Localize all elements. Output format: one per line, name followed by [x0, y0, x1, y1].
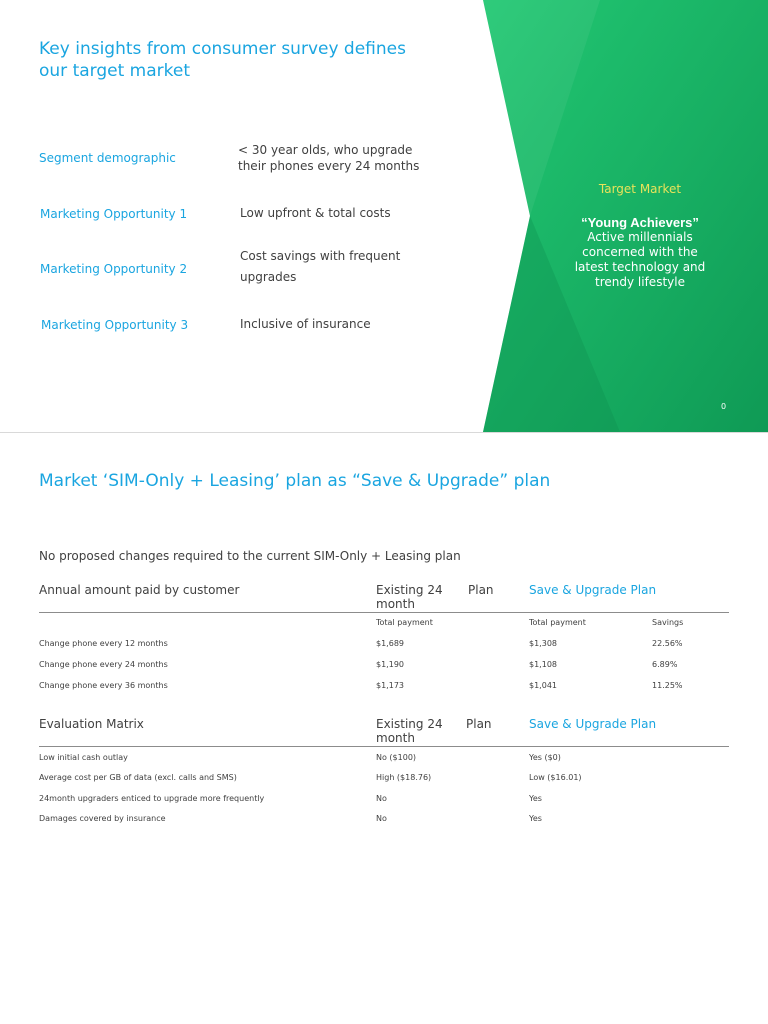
table1-subheader-savings: Savings — [652, 618, 684, 627]
opportunity-2-label: Marketing Opportunity 2 — [40, 262, 188, 276]
opportunity-2-value: Cost savings with frequent upgrades — [240, 249, 401, 284]
row-label: Low initial cash outlay — [39, 753, 128, 762]
row-label: 24month upgraders enticed to upgrade more frequently — [39, 794, 265, 803]
save-total: $1,041 — [529, 681, 557, 690]
existing-value: No — [376, 814, 387, 823]
table2-header-existing — [376, 717, 443, 745]
segment-demographic-label: Segment demographic — [39, 151, 176, 165]
table1-subheader-total: Total payment — [529, 618, 586, 627]
existing-value: High ($18.76) — [376, 773, 432, 782]
slide2-subtitle: No proposed changes required to the current SIM-Only + Leasing plan — [39, 549, 461, 563]
slide2-title: Market ‘SIM-Only + Leasing’ plan as “Save & Upgrade” plan — [39, 471, 551, 491]
target-market-heading: Target Market — [598, 182, 682, 196]
slide-target-market — [0, 0, 768, 432]
table2-header-label: Evaluation Matrix — [39, 717, 144, 731]
existing-value: No — [376, 794, 387, 803]
segment-demographic-value: < 30 year olds, who upgrade their phones every 24 months — [238, 143, 420, 173]
save-value: Yes — [529, 814, 542, 823]
target-desc-line: concerned with the — [582, 245, 698, 259]
opportunity-3-label: Marketing Opportunity 3 — [41, 318, 189, 332]
save-value: Yes ($0) — [529, 753, 561, 762]
save-value: Low ($16.01) — [529, 773, 582, 782]
slide-save-upgrade-plan — [0, 433, 768, 1024]
save-total: $1,108 — [529, 660, 557, 669]
existing-total: $1,173 — [376, 681, 404, 690]
table2-header-save: Save & Upgrade Plan — [529, 717, 657, 731]
page-number: 0 — [721, 402, 727, 411]
target-desc-line: trendy lifestyle — [595, 275, 685, 289]
existing-total: $1,190 — [376, 660, 404, 669]
opportunity-3-value: Inclusive of insurance — [240, 317, 371, 331]
table1-header-rule — [39, 612, 729, 613]
existing-total: $1,689 — [376, 639, 404, 648]
row-label: Damages covered by insurance — [39, 814, 166, 823]
row-label: Change phone every 24 months — [39, 660, 168, 669]
table1-header-existing — [376, 583, 443, 611]
table2-header-rule — [39, 746, 729, 747]
row-label: Change phone every 12 months — [39, 639, 168, 648]
target-segment-name: “Young Achievers” — [581, 215, 699, 230]
existing-value: No ($100) — [376, 753, 417, 762]
save-total: $1,308 — [529, 639, 557, 648]
table2-header-plan: Plan — [466, 717, 492, 731]
table1-header-save: Save & Upgrade Plan — [529, 583, 657, 597]
row-label: Change phone every 36 months — [39, 681, 168, 690]
target-desc-line: latest technology and — [574, 260, 706, 274]
table1-header-plan: Plan — [468, 583, 494, 597]
table1-header-existing-line2: month — [376, 597, 415, 611]
slide1-title: Key insights from consumer survey defines our target market — [39, 39, 406, 81]
target-market-description — [560, 215, 720, 290]
table1-header-label: Annual amount paid by customer — [39, 583, 240, 597]
save-value: Yes — [529, 794, 542, 803]
opportunity-1-label: Marketing Opportunity 1 — [40, 207, 188, 221]
row-label: Average cost per GB of data (excl. calls and SMS) — [39, 773, 237, 782]
savings-percent: 22.56% — [652, 639, 683, 648]
table1-header-existing-line1: Existing 24 — [376, 583, 443, 597]
table2-header-existing-line2: month — [376, 731, 415, 745]
target-desc-line: Active millennials — [587, 230, 693, 244]
savings-percent: 6.89% — [652, 660, 678, 669]
savings-percent: 11.25% — [652, 681, 683, 690]
table2-header-existing-line1: Existing 24 — [376, 717, 443, 731]
opportunity-1-value: Low upfront & total costs — [240, 206, 391, 220]
table1-subheader-total: Total payment — [376, 618, 433, 627]
